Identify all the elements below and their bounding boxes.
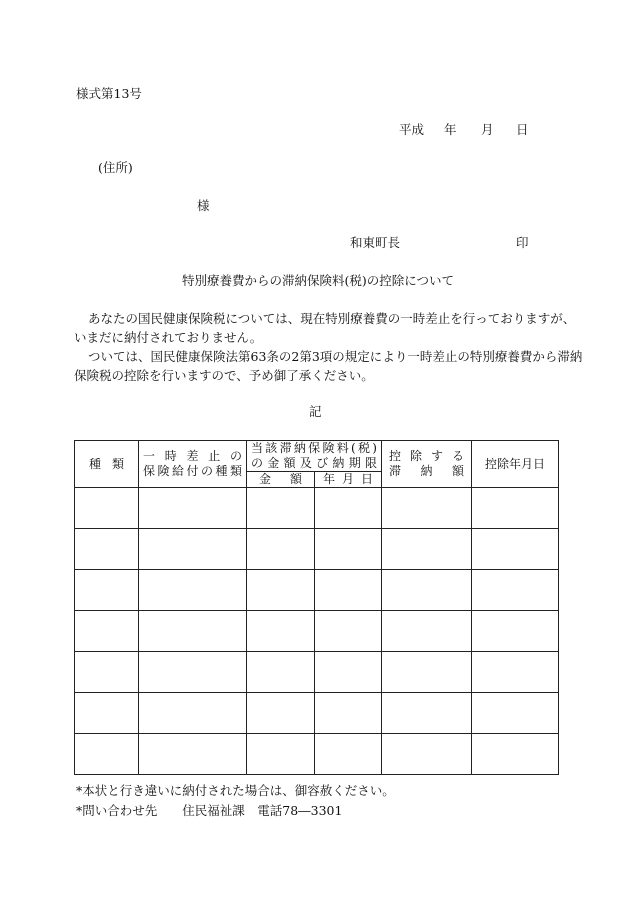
table-cell: [75, 693, 139, 734]
table-row: [75, 529, 559, 570]
table-cell: [75, 734, 139, 775]
ki-heading: 記: [309, 404, 322, 419]
table-cell: [139, 652, 247, 693]
table-cell: [382, 652, 472, 693]
table-row: [75, 734, 559, 775]
date-day: 日: [516, 122, 529, 137]
table-cell: [382, 529, 472, 570]
date-month: 月: [481, 122, 494, 137]
table-cell: [75, 570, 139, 611]
body-line-3: ついては、国民健康保険法第63条の2第3項の規定により一時差止の特別療養費から滞納: [88, 349, 583, 364]
table-row: [75, 693, 559, 734]
recipient-sama: 様: [197, 198, 210, 213]
table-cell: [472, 611, 559, 652]
table-row: [75, 611, 559, 652]
header-deduct-amount: 控除する 滞 納 額: [382, 441, 472, 488]
date-era: 平成: [399, 122, 425, 137]
table-cell: [247, 734, 315, 775]
table-cell: [139, 488, 247, 529]
table-cell: [382, 488, 472, 529]
header-arrears: 当該滞納保険料(税) の金額及び納期限: [247, 441, 382, 472]
table-cell: [315, 734, 382, 775]
table-cell: [247, 488, 315, 529]
sender-title: 和東町長: [350, 235, 401, 250]
note-2: *問い合わせ先 住民福祉課 電話78―3301: [76, 803, 343, 818]
header-deduct-date: 控除年月日: [472, 441, 559, 488]
table-cell: [75, 529, 139, 570]
table-cell: [472, 570, 559, 611]
body-line-4: 保険税の控除を行いますので、予め御了承ください。: [74, 368, 374, 383]
header-amount: 金 額: [247, 472, 315, 488]
table-cell: [75, 488, 139, 529]
body-line-1: あなたの国民健康保険税については、現在特別療養費の一時差止を行っておりますが、: [88, 311, 576, 326]
table-cell: [472, 693, 559, 734]
table-cell: [139, 611, 247, 652]
table-cell: [247, 529, 315, 570]
table-cell: [315, 488, 382, 529]
table-row: [75, 488, 559, 529]
table-cell: [315, 570, 382, 611]
date-year: 年: [444, 122, 457, 137]
table-cell: [139, 570, 247, 611]
document-title: 特別療養費からの滞納保険料(税)の控除について: [182, 273, 455, 288]
table-cell: [315, 652, 382, 693]
table-cell: [382, 734, 472, 775]
note-1: *本状と行き違いに納付された場合は、御容赦ください。: [76, 783, 395, 798]
table-cell: [382, 611, 472, 652]
table-cell: [247, 570, 315, 611]
table-cell: [139, 693, 247, 734]
table-row: [75, 570, 559, 611]
table-cell: [315, 529, 382, 570]
table-cell: [139, 734, 247, 775]
address-label: (住所): [98, 160, 133, 175]
seal-mark: 印: [516, 235, 529, 250]
table-cell: [472, 488, 559, 529]
table-cell: [247, 693, 315, 734]
header-type: 種 類: [75, 441, 139, 488]
table-cell: [472, 734, 559, 775]
table-cell: [139, 529, 247, 570]
table-cell: [382, 693, 472, 734]
form-number: 様式第13号: [76, 86, 142, 101]
body-line-2: いまだに納付されておりません。: [74, 330, 263, 345]
table-cell: [247, 652, 315, 693]
header-benefit: 一時差止の 保険給付の種類: [139, 441, 247, 488]
table-cell: [472, 529, 559, 570]
deduction-table: [74, 440, 559, 775]
table-row: [75, 652, 559, 693]
table-cell: [75, 611, 139, 652]
header-due-date: 年 月 日: [315, 472, 382, 488]
table-cell: [315, 611, 382, 652]
table-cell: [247, 611, 315, 652]
table-cell: [382, 570, 472, 611]
table-cell: [315, 693, 382, 734]
table-cell: [75, 652, 139, 693]
table-cell: [472, 652, 559, 693]
